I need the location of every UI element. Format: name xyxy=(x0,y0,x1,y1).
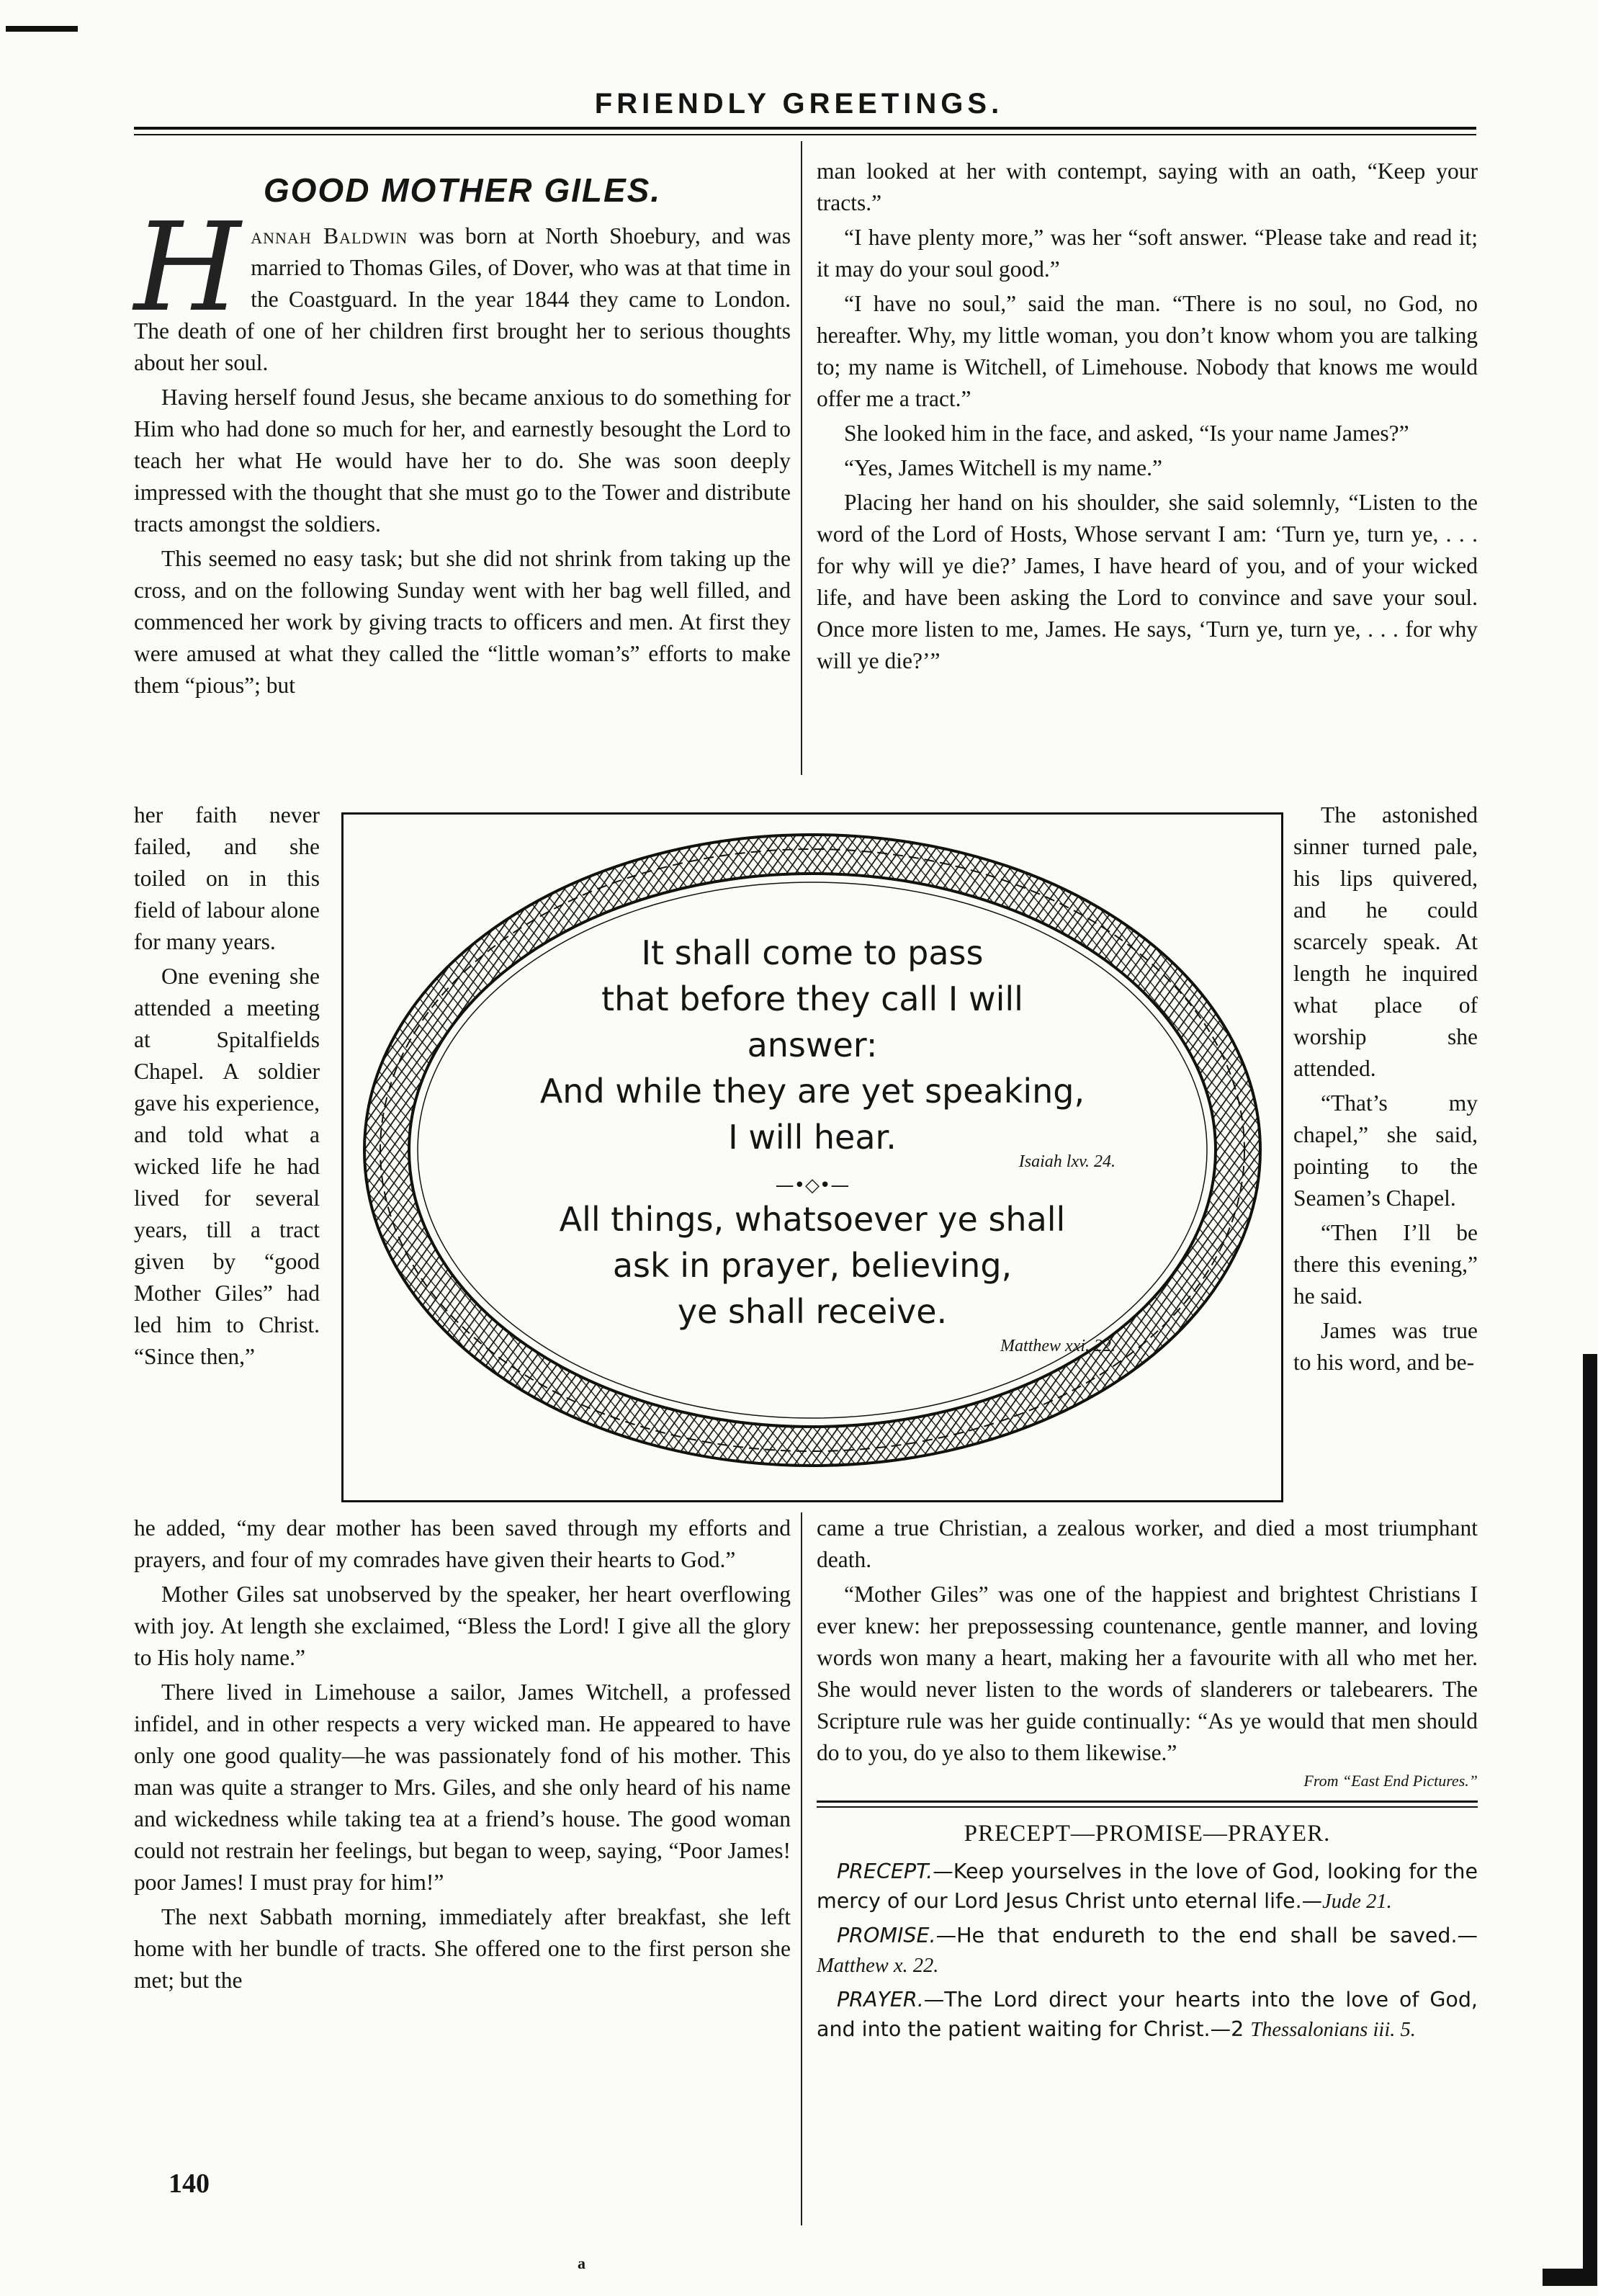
source-credit: From “East End Pictures.” xyxy=(1303,1772,1478,1790)
quote-line: I will hear. xyxy=(728,1118,897,1157)
promise-label: PROMISE. xyxy=(837,1924,936,1947)
quote-line: ye shall receive. xyxy=(677,1292,948,1331)
article-paragraph: Placing her hand on his shoulder, she said solemnly, “Listen to the word of the Lord of Hosts, Whose servant I am: ‘Turn ye, turn ye, . . . for why will ye die?’ James, I have heard of you, and of your wicked life, and have been asking the Lord to convince and save your soul. Once more listen to me, James. He says, ‘Turn ye, turn ye, . . . for why will ye die?’” xyxy=(817,490,1478,673)
article-paragraph: The astonished sinner turned pale, his lips quivered, and he could scarcely speak. At length he inquired what place of worship she attended. xyxy=(1293,802,1478,1081)
precept-source: Jude 21. xyxy=(1322,1891,1392,1913)
precept-label: PRECEPT. xyxy=(837,1860,933,1883)
article-paragraph: Having herself found Jesus, she became anxious to do something for Him who had done so much for her, and earnestly besought the Lord to teach her what He would have her to do. She was soon deeply impressed with the thought that she must go to the Tower and distribute tracts amongst the soldiers. xyxy=(134,385,791,537)
page-number: 140 xyxy=(169,2169,210,2199)
ppp-title: PRECEPT—PROMISE—PRAYER. xyxy=(964,1821,1331,1847)
article-title: GOOD MOTHER GILES. xyxy=(263,171,662,209)
article-paragraph: “That’s my chapel,” she said, pointing to the Seamen’s Chapel. xyxy=(1293,1090,1478,1211)
prayer-label: PRAYER. xyxy=(837,1988,924,2012)
ornament-divider: —•◇•— xyxy=(775,1175,850,1196)
promise-text: —He that endureth to the end shall be saved.— xyxy=(935,1924,1478,1947)
right-column-lower xyxy=(817,1512,1478,2049)
precept-paragraph xyxy=(817,1857,1478,1916)
quote-line: answer: xyxy=(747,1026,878,1064)
article-paragraph: Mother Giles sat unobserved by the speaker, her heart overflowing with joy. At length she exclaimed, “Bless the Lord! I give all the glory to His holy name.” xyxy=(134,1582,791,1670)
right-column-narrow xyxy=(1293,799,1478,1381)
article-paragraph: “I have plenty more,” was her “soft answer. “Please take and read it; it may do your soul good.” xyxy=(817,225,1478,282)
corner-mark xyxy=(6,26,78,32)
signature-mark: a xyxy=(578,2254,585,2272)
quote-line: that before they call I will xyxy=(601,979,1023,1018)
precept-text: —Keep yourselves in the love of God, looking for the mercy of our Lord Jesus Christ unto eternal life.— xyxy=(817,1860,1478,1913)
quote-line: It shall come to pass xyxy=(641,933,984,972)
article-paragraph: This seemed no easy task; but she did not shrink from taking up the cross, and on the following Sunday went with her bag well filled, and commenced her work by giving tracts to officers and men. At first they were amused at what they called the “little woman’s” efforts to make them “pious”; but xyxy=(134,546,791,698)
article-paragraph: man looked at her with contempt, saying with an oath, “Keep your tracts.” xyxy=(817,158,1478,215)
section-rule xyxy=(817,1801,1478,1808)
quote-line: ask in prayer, believing, xyxy=(612,1246,1013,1285)
scripture-reference: Matthew xxi. 22. xyxy=(1000,1337,1116,1355)
left-column-lower xyxy=(134,1512,791,1999)
left-column-narrow xyxy=(134,799,320,1376)
author-name: annah Baldwin xyxy=(251,223,408,248)
scan-edge-bar xyxy=(1583,1354,1597,2283)
running-head: FRIENDLY GREETINGS. xyxy=(594,88,1004,120)
header-rule xyxy=(134,127,1476,130)
prayer-text: —The Lord direct your hearts into the love of God, and into the patient waiting for Christ.—2 xyxy=(817,1988,1478,2041)
scripture-inset xyxy=(341,812,1283,1502)
article-paragraph: “Then I’ll be there this evening,” he said. xyxy=(1293,1220,1478,1309)
quote-line: And while they are yet speaking, xyxy=(539,1072,1085,1111)
article-paragraph: There lived in Limehouse a sailor, James Witchell, a professed infidel, and in other respects a very wicked man. He appeared to have only one good quality—he was passionately fond of his mother. This man was quite a stranger to Mrs. Giles, and she only heard of his name and wickedness while taking tea at a friend’s house. The good woman could not restrain her feelings, but began to weep, saying, “Poor James! poor James! I must pray for him!” xyxy=(134,1680,791,1895)
drop-cap: H xyxy=(134,197,241,339)
paragraph-text: was born at North Shoebury, and was married to Thomas Giles, of Dover, who was at that time in the Coastguard. In the year 1844 they came to London. The death of one of her children first brought her to serious thoughts about her soul. xyxy=(134,223,791,375)
column-divider-lower xyxy=(801,1512,802,2225)
article-paragraph: James was true to his word, and be- xyxy=(1293,1318,1478,1375)
article-paragraph: he added, “my dear mother has been saved through my efforts and prayers, and four of my comrades have given their hearts to God.” xyxy=(134,1515,791,1572)
article-paragraph: She looked him in the face, and asked, “Is your name James?” xyxy=(844,421,1409,446)
article-paragraph: “Yes, James Witchell is my name.” xyxy=(844,455,1162,480)
prayer-source: Thessalonians iii. 5. xyxy=(1250,2019,1416,2041)
article-paragraph: “Mother Giles” was one of the happiest and brightest Christians I ever knew: her prepossessing countenance, gentle manner, and loving words won many a heart, making her a favourite with all who met her. She would never listen to the words of slanderers or talebearers. The Scripture rule was her guide continually: “As ye would that men should do to you, do ye also to them likewise.” xyxy=(817,1582,1478,1765)
article-paragraph: came a true Christian, a zealous worker, and died a most triumphant death. xyxy=(817,1515,1478,1572)
scripture-reference: Isaiah lxv. 24. xyxy=(1018,1152,1116,1171)
article-paragraph: One evening she attended a meeting at Spitalfields Chapel. A soldier gave his experience, and told what a wicked life he had lived for several years, till a tract given by “good Mother Giles” had led him to Christ. “Since then,” xyxy=(134,964,320,1369)
promise-source: Matthew x. 22. xyxy=(817,1955,939,1977)
right-column-upper xyxy=(817,156,1478,680)
scan-edge-foot xyxy=(1543,2269,1597,2286)
article-paragraph: The next Sabbath morning, immediately after breakfast, she left home with her bundle of tracts. She offered one to the first person she met; but the xyxy=(134,1904,791,1993)
article-paragraph: her faith never failed, and she toiled on in this field of labour alone for many years. xyxy=(134,802,320,954)
column-divider xyxy=(801,141,802,775)
quote-line: All things, whatsoever ye shall xyxy=(559,1200,1066,1239)
promise-paragraph xyxy=(817,1921,1478,1981)
article-paragraph xyxy=(134,197,791,379)
left-column-upper xyxy=(134,141,791,704)
scripture-quotes xyxy=(488,930,1137,1359)
article-paragraph: “I have no soul,” said the man. “There is no soul, no God, no hereafter. Why, my little woman, you don’t know whom you are talking to; my name is Witchell, of Limehouse. Nobody that knows me would offer me a tract.” xyxy=(817,291,1478,411)
prayer-paragraph xyxy=(817,1985,1478,2045)
precept-promise-prayer xyxy=(817,1818,1478,2045)
header-rule-thin xyxy=(134,134,1476,135)
